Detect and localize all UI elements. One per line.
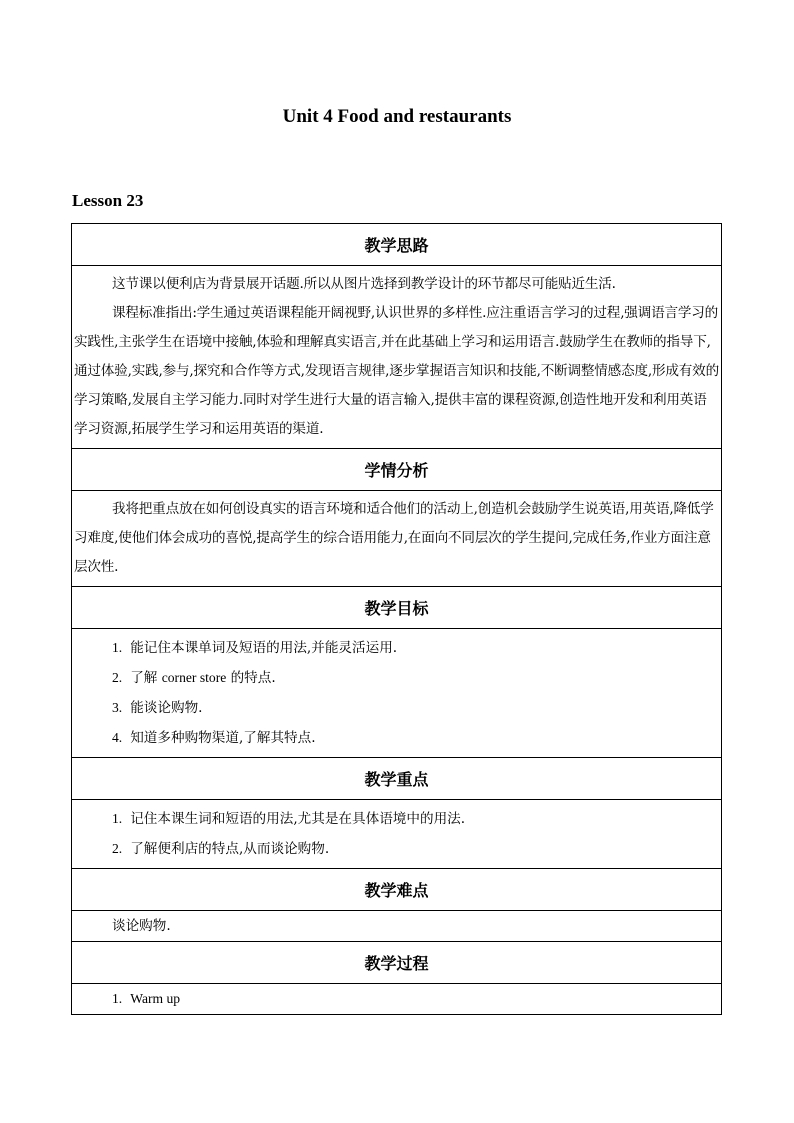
document-title: Unit 4 Food and restaurants [282, 106, 512, 127]
section-body-teaching-goals [72, 629, 722, 758]
section-body-difficulties [72, 911, 722, 942]
list-item: 2. 了解便利店的特点,从而谈论购物. [112, 841, 330, 857]
list-item: 2. 了解 corner store 的特点. [112, 670, 276, 686]
paragraph: 我将把重点放在如何创设真实的语言环境和适合他们的活动上,创造机会鼓励学生说英语,用英语,降低学习难度,使他们体会成功的喜悦,提高学生的综合语用能力,在面向不同层次的学生提问,完成任务,作业方面注意层次性. [74, 501, 714, 575]
list-item: 3. 能谈论购物. [112, 700, 203, 716]
section-body-process [72, 984, 722, 1015]
paragraph: 课程标准指出:学生通过英语课程能开阔视野,认识世界的多样性.应注重语言学习的过程,强调语言学习的实践性,主张学生在语境中接触,体验和理解真实语言,并在此基础上学习和运用语言.鼓励学生在教师的指导下,通过体验,实践,参与,探究和合作等方式,发现语言规律,逐步掌握语言知识和技能,不断调整情感态度,形成有效的学习策略,发展自主学习能力.同时对学生进行大量的语言输入,提供丰富的课程资源,创造性地开发和利用英语学习资源,拓展学生学习和运用英语的渠道. [74, 305, 719, 437]
section-heading-process: 教学过程 [72, 942, 722, 984]
lesson-plan-table [71, 223, 722, 1015]
paragraph: 谈论购物. [112, 918, 171, 934]
paragraph: 这节课以便利店为背景展开话题.所以从图片选择到教学设计的环节都尽可能贴近生活. [112, 276, 616, 292]
section-body-student-analysis [72, 491, 722, 587]
list-item: 1. Warm up [112, 991, 181, 1006]
section-heading-teaching-goals: 教学目标 [72, 587, 722, 629]
lesson-heading: Lesson 23 [72, 191, 144, 210]
section-heading-teaching-idea: 教学思路 [72, 224, 722, 266]
list-item: 4. 知道多种购物渠道,了解其特点. [112, 730, 316, 746]
section-heading-difficulties: 教学难点 [72, 869, 722, 911]
section-heading-student-analysis: 学情分析 [72, 449, 722, 491]
section-body-key-points [72, 800, 722, 869]
list-item: 1. 记住本课生词和短语的用法,尤其是在具体语境中的用法. [112, 811, 466, 827]
list-item: 1. 能记住本课单词及短语的用法,并能灵活运用. [112, 640, 398, 656]
section-heading-key-points: 教学重点 [72, 758, 722, 800]
section-body-teaching-idea [72, 266, 722, 449]
